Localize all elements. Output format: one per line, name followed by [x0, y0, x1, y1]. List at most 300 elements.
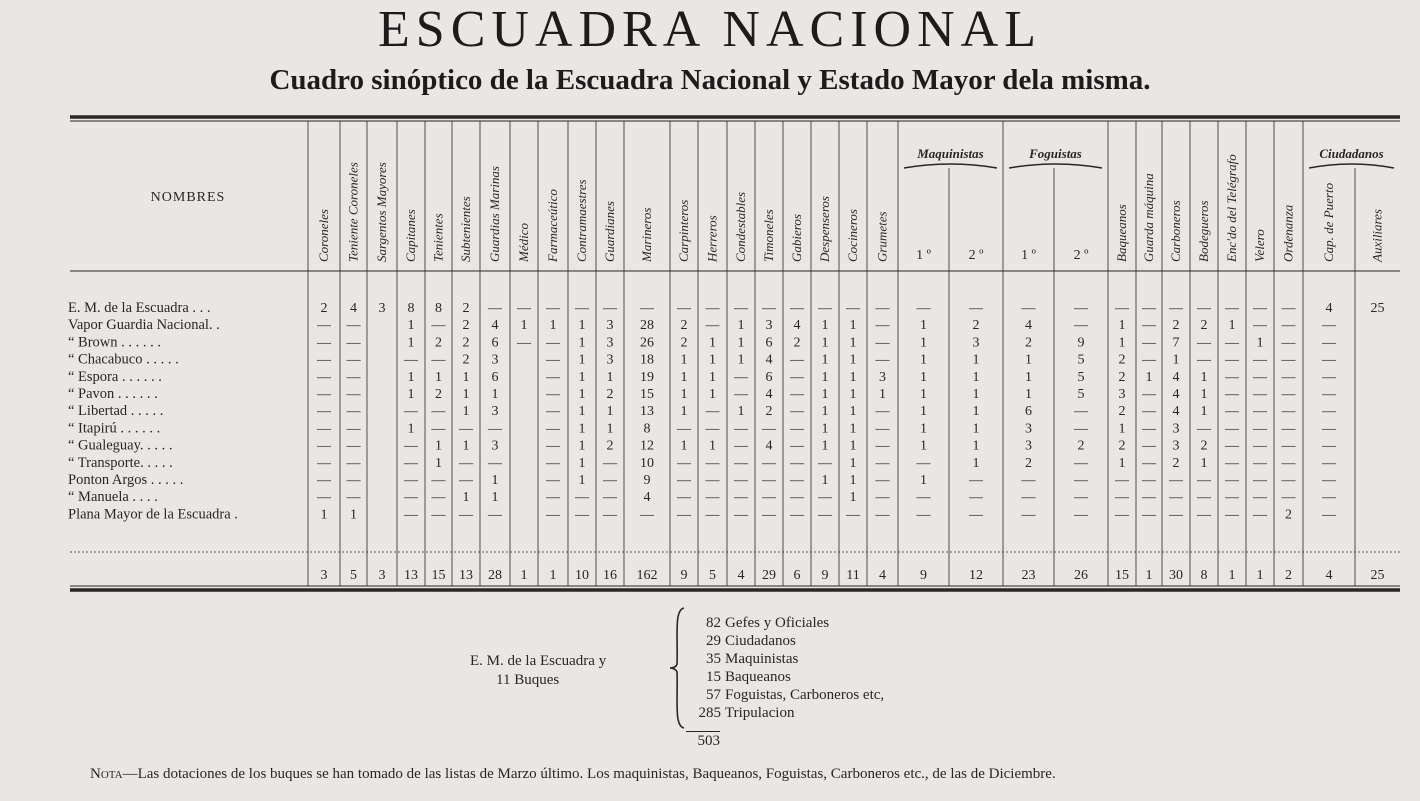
table-cell: — [1322, 438, 1336, 454]
table-cell: — [734, 387, 748, 402]
table-cell: — [705, 455, 720, 471]
column-header: 2 º [968, 248, 984, 263]
table-cell: — [1281, 473, 1296, 488]
table-cell: 8 [435, 301, 442, 316]
table-cell: — [404, 455, 418, 471]
total-cell: 9 [821, 568, 829, 583]
table-cell: 1 [435, 455, 442, 471]
table-cell: — [317, 438, 331, 454]
table-cell: — [404, 507, 418, 523]
total-cell: 15 [431, 568, 446, 583]
table-cell: — [790, 438, 804, 454]
table-cell: 1 [462, 490, 470, 506]
table-cell: 1 [1200, 369, 1208, 385]
table-cell: — [1322, 404, 1336, 420]
column-group-label: Foguistas [1029, 146, 1082, 161]
table-cell: — [734, 507, 748, 523]
table-cell: 1 [407, 387, 415, 402]
table-cell: — [1253, 507, 1267, 523]
table-cell: 1 [849, 352, 857, 368]
summary-name-line: 11 Buques [496, 672, 560, 688]
table-cell: 1 [1118, 335, 1126, 351]
table-cell: — [1021, 490, 1036, 506]
table-cell: 1 [1228, 318, 1236, 334]
table-cell: — [705, 404, 720, 420]
table-cell: 1 [578, 404, 586, 420]
table-cell: 2 [1025, 335, 1032, 351]
table-cell: 5 [1077, 387, 1085, 402]
column-header: Enc'do del Telégrafo [1224, 154, 1239, 262]
table-cell: — [1253, 318, 1267, 334]
table-cell: — [1322, 318, 1336, 334]
table-cell: — [459, 473, 473, 488]
table-cell: 1 [462, 404, 470, 420]
column-header: Carboneros [1168, 200, 1183, 262]
column-group-brace [904, 164, 997, 168]
table-cell: 1 [821, 473, 829, 488]
table-cell: — [734, 455, 748, 471]
table-cell: 3 [1172, 438, 1180, 454]
table-cell: — [705, 421, 720, 437]
table-cell: 1 [407, 318, 415, 334]
table-cell: — [818, 301, 832, 316]
total-cell: 28 [488, 568, 502, 583]
table-cell: 2 [1118, 438, 1126, 454]
table-cell: 1 [680, 369, 688, 385]
table-cell: 4 [350, 301, 357, 316]
table-cell: — [546, 507, 560, 523]
table-cell: — [875, 455, 890, 471]
table-cell: 4 [1325, 301, 1333, 316]
total-cell: 5 [709, 568, 716, 583]
table-cell: — [459, 507, 473, 523]
table-cell: 6 [491, 335, 499, 351]
table-cell: 1 [972, 404, 980, 420]
row-name: “ Transporte. . . . . [68, 454, 173, 471]
table-cell: 1 [920, 421, 927, 437]
table-cell: — [546, 438, 560, 454]
table-cell: — [1322, 387, 1336, 402]
table-cell: — [1074, 318, 1088, 334]
table-cell: 1 [1118, 455, 1126, 471]
table-cell: 1 [821, 387, 829, 402]
column-header: Cocineros [845, 209, 860, 262]
table-cell: — [1197, 352, 1211, 368]
table-cell: 1 [578, 335, 586, 351]
table-cell: — [790, 490, 804, 506]
column-header: Teniente Coroneles [345, 162, 361, 262]
table-cell: — [1021, 301, 1036, 316]
table-cell: 2 [462, 301, 470, 316]
table-cell: — [1074, 490, 1088, 506]
table-cell: — [790, 369, 804, 385]
total-cell: 8 [1200, 568, 1208, 583]
table-cell: — [346, 473, 361, 488]
table-cell: — [404, 404, 418, 420]
table-cell: 1 [920, 438, 927, 454]
table-cell: 25 [1370, 301, 1385, 316]
table-cell: 1 [920, 352, 927, 368]
table-cell: 1 [1025, 369, 1032, 385]
table-cell: — [916, 301, 931, 316]
table-cell: 6 [491, 369, 499, 385]
table-cell: 2 [462, 335, 470, 351]
table-cell: — [1225, 335, 1239, 351]
table-cell: 1 [737, 404, 745, 420]
summary-item: 29 Ciudadanos [706, 633, 796, 649]
table-cell: 2 [765, 404, 773, 420]
total-cell: 4 [879, 568, 886, 583]
table-cell: — [1197, 421, 1211, 437]
table-cell: — [1115, 301, 1129, 316]
table-cell: — [969, 490, 983, 506]
table-cell: 2 [972, 318, 980, 334]
table-cell: 1 [920, 473, 927, 488]
column-header: 1 º [1021, 248, 1036, 263]
table-cell: — [677, 455, 691, 471]
table-cell: — [1322, 352, 1336, 368]
column-header: Gabieros [789, 214, 804, 262]
table-cell: 1 [821, 335, 829, 351]
column-header: Guardias Marinas [487, 166, 502, 262]
row-name: “ Gualeguay. . . . . [68, 437, 173, 454]
table-cell: 1 [462, 387, 470, 402]
table-cell: — [705, 507, 720, 523]
table-cell: — [488, 421, 502, 437]
table-cell: 1 [972, 438, 980, 454]
table-cell: — [317, 404, 331, 420]
table-cell: 1 [1145, 369, 1153, 385]
table-cell: — [1115, 507, 1129, 523]
summary-item: 57 Foguistas, Carboneros etc, [706, 687, 885, 703]
table-cell: 1 [849, 421, 857, 437]
table-cell: — [1281, 301, 1296, 316]
table-cell: — [1225, 490, 1239, 506]
table-cell: — [916, 455, 931, 471]
summary-item: 35 Maquinistas [706, 651, 799, 667]
table-cell: — [640, 301, 654, 316]
table-cell: — [1253, 352, 1267, 368]
column-header: Grumetes [874, 211, 890, 262]
table-cell: 1 [1025, 387, 1032, 402]
table-cell: — [1074, 507, 1088, 523]
row-name: “ Chacabuco . . . . . [68, 351, 179, 368]
table-cell: — [969, 473, 983, 488]
table-cell: 2 [1172, 318, 1180, 334]
table-cell: 19 [640, 369, 654, 385]
table-cell: 1 [578, 438, 586, 454]
table-cell: — [916, 507, 931, 523]
table-cell: — [546, 404, 560, 420]
names-header: NOMBRES [150, 190, 226, 205]
table-cell: — [431, 473, 446, 488]
table-cell: — [1322, 369, 1336, 385]
table-cell: 1 [709, 387, 716, 402]
table-cell: — [546, 335, 560, 351]
table-cell: 1 [578, 473, 586, 488]
table-cell: — [1281, 318, 1296, 334]
table-cell: — [346, 369, 361, 385]
table-cell: 5 [1077, 369, 1085, 385]
column-header: Condestables [733, 191, 748, 262]
table-cell: — [404, 490, 418, 506]
table-cell: 1 [520, 318, 528, 334]
table-cell: — [575, 507, 589, 523]
table-cell: — [875, 404, 890, 420]
table-cell: 4 [1172, 387, 1180, 402]
table-cell: — [546, 369, 560, 385]
table-cell: — [1281, 490, 1296, 506]
table-cell: 1 [849, 490, 857, 506]
total-cell: 6 [793, 568, 801, 583]
table-cell: 1 [821, 352, 829, 368]
table-cell: 1 [435, 438, 442, 454]
table-cell: 4 [491, 318, 499, 334]
table-cell: — [546, 455, 560, 471]
table-cell: — [546, 352, 560, 368]
table-cell: — [1225, 455, 1239, 471]
column-header: Ordenanza [1280, 204, 1296, 262]
table-cell: 1 [972, 387, 980, 402]
total-cell: 26 [1074, 568, 1088, 583]
table-cell: — [317, 421, 331, 437]
column-header: Auxiliares [1369, 209, 1385, 262]
column-header: Coroneles [316, 209, 331, 262]
table-cell: 1 [1118, 421, 1126, 437]
total-cell: 9 [920, 568, 927, 583]
table-cell: 1 [972, 369, 980, 385]
table-cell: 2 [462, 318, 470, 334]
table-cell: 1 [1200, 404, 1208, 420]
table-cell: — [1225, 352, 1239, 368]
table-cell: — [603, 490, 617, 506]
table-cell: — [546, 473, 560, 488]
table-cell: 1 [920, 387, 927, 402]
table-cell: 3 [491, 438, 499, 454]
table-cell: 2 [1077, 438, 1085, 454]
table-cell: 1 [407, 369, 415, 385]
table-cell: — [1074, 455, 1088, 471]
total-cell: 12 [969, 568, 983, 583]
table-cell: 1 [821, 404, 829, 420]
table-cell: — [734, 301, 748, 316]
table-cell: 1 [709, 352, 716, 368]
table-cell: 4 [1172, 404, 1180, 420]
table-cell: — [603, 301, 617, 316]
column-header: Herreros [704, 215, 720, 262]
table-cell: 3 [1172, 421, 1180, 437]
table-cell: — [1074, 421, 1088, 437]
table-cell: 2 [320, 301, 328, 316]
table-cell: 18 [640, 352, 654, 368]
page-title: ESCUADRA NACIONAL [378, 1, 1042, 58]
table-cell: — [317, 455, 331, 471]
table-cell: — [875, 438, 890, 454]
table-cell: 1 [920, 404, 927, 420]
column-header: Guardianes [602, 201, 617, 262]
total-cell: 1 [1256, 568, 1264, 583]
table-cell: — [640, 507, 654, 523]
table-cell: 1 [709, 335, 716, 351]
table-cell: 1 [849, 387, 857, 402]
table-cell: — [1253, 301, 1267, 316]
row-name: “ Brown . . . . . . [68, 334, 162, 351]
table-cell: — [1281, 387, 1296, 402]
table-cell: — [1142, 301, 1156, 316]
table-cell: — [488, 455, 502, 471]
table-cell: — [1169, 490, 1183, 506]
table-cell: — [517, 335, 531, 351]
table-cell: — [705, 490, 720, 506]
table-cell: 8 [407, 301, 415, 316]
table-cell: — [790, 404, 804, 420]
table-cell: — [846, 507, 860, 523]
column-header: Bodegueros [1196, 200, 1211, 262]
table-cell: 1 [549, 318, 557, 334]
table-cell: 1 [1200, 455, 1208, 471]
table-cell: — [1142, 507, 1156, 523]
total-cell: 9 [680, 568, 688, 583]
table-cell: 1 [849, 473, 857, 488]
table-cell: 6 [765, 335, 773, 351]
table-cell: — [346, 404, 361, 420]
table-cell: — [603, 455, 617, 471]
column-header: Carpinteros [676, 199, 691, 262]
table-cell: — [705, 473, 720, 488]
table-cell: 2 [680, 318, 688, 334]
table-cell: — [431, 318, 446, 334]
table-cell: — [1322, 507, 1336, 523]
table-cell: — [762, 507, 776, 523]
total-cell: 15 [1115, 568, 1129, 583]
table-cell: 2 [1200, 318, 1208, 334]
table-cell: — [790, 473, 804, 488]
table-cell: — [1225, 404, 1239, 420]
table-cell: — [346, 455, 361, 471]
summary-names [470, 652, 660, 690]
table-cell: 3 [1118, 387, 1126, 402]
page-subtitle: Cuadro sinóptico de la Escuadra Nacional y Estado Mayor dela misma. [269, 64, 1151, 96]
table-cell: — [431, 421, 446, 437]
summary-total: 503 [686, 731, 720, 750]
table-cell: 3 [491, 352, 499, 368]
total-cell: 3 [378, 568, 386, 583]
column-header: Despenseros [817, 196, 832, 262]
table-cell: 1 [737, 318, 745, 334]
table-cell: 1 [606, 421, 614, 437]
table-cell: 7 [1172, 335, 1180, 351]
total-cell: 5 [350, 568, 357, 583]
table-cell: — [1197, 507, 1211, 523]
table-cell: 1 [1118, 318, 1126, 334]
row-name: “ Pavon . . . . . . [68, 386, 158, 402]
table-cell: — [790, 352, 804, 368]
table-cell: 3 [606, 352, 614, 368]
table-cell: — [1225, 507, 1239, 523]
table-cell: — [1021, 507, 1036, 523]
table-cell: — [1169, 507, 1183, 523]
total-cell: 13 [404, 568, 418, 583]
total-cell: 4 [737, 568, 745, 583]
table-cell: — [875, 318, 890, 334]
total-cell: 29 [762, 568, 776, 583]
table-cell: — [1281, 455, 1296, 471]
table-cell: — [546, 387, 560, 402]
table-cell: — [762, 455, 776, 471]
table-cell: — [346, 490, 361, 506]
row-name: “ Manuela . . . . [68, 489, 158, 506]
table-cell: — [762, 473, 776, 488]
column-group-label: Maquinistas [917, 146, 984, 161]
table-cell: — [677, 507, 691, 523]
table-cell: — [677, 490, 691, 506]
table-cell: — [818, 507, 832, 523]
table-cell: — [1142, 438, 1156, 454]
table-cell: — [1142, 455, 1156, 471]
table-cell: — [1142, 404, 1156, 420]
table-cell: 1 [1025, 352, 1032, 368]
table-cell: 4 [765, 352, 773, 368]
table-cell: — [1074, 301, 1088, 316]
table-cell: 1 [821, 318, 829, 334]
table-cell: — [317, 369, 331, 385]
table-cell: 1 [462, 438, 470, 454]
table-cell: 15 [640, 387, 654, 402]
footnote-label: Nota [90, 766, 123, 782]
table-cell: 1 [491, 387, 499, 402]
table-cell: — [431, 490, 446, 506]
table-cell: 1 [737, 335, 745, 351]
table-cell: 1 [920, 318, 927, 334]
table-cell: — [875, 335, 890, 351]
table-cell: 1 [709, 438, 716, 454]
table-cell: 4 [1025, 318, 1032, 334]
column-header: Guarda máquina [1141, 173, 1156, 262]
table-cell: — [603, 507, 617, 523]
table-cell: 4 [765, 438, 773, 454]
table-cell: — [317, 473, 331, 488]
total-cell: 4 [1325, 568, 1333, 583]
table-cell: — [1225, 301, 1239, 316]
table-cell: 10 [640, 455, 654, 471]
footnote [90, 766, 1056, 783]
table-cell: — [346, 335, 361, 351]
table-cell: — [1281, 352, 1296, 368]
table-cell: 2 [1118, 369, 1126, 385]
row-name: “ Itapirú . . . . . . [68, 420, 161, 437]
table-cell: — [575, 490, 589, 506]
column-header: Subtenientes [458, 196, 473, 262]
table-cell: 3 [606, 318, 614, 334]
total-cell: 3 [320, 568, 328, 583]
table-cell: — [404, 473, 418, 488]
table-cell: 4 [793, 318, 801, 334]
table-cell: — [1253, 387, 1267, 402]
column-group-label: Ciudadanos [1319, 146, 1384, 161]
table-cell: — [875, 421, 890, 437]
table-cell: — [317, 335, 331, 351]
total-cell: 11 [846, 568, 860, 583]
table-cell: — [1322, 455, 1336, 471]
table-cell: 28 [640, 318, 654, 334]
table-cell: — [346, 387, 361, 402]
table-cell: — [705, 318, 720, 334]
table-cell: — [317, 490, 331, 506]
table-cell: — [1169, 301, 1183, 316]
table-cell: 2 [606, 387, 614, 402]
table-cell: — [459, 455, 473, 471]
table-cell: — [1142, 473, 1156, 488]
